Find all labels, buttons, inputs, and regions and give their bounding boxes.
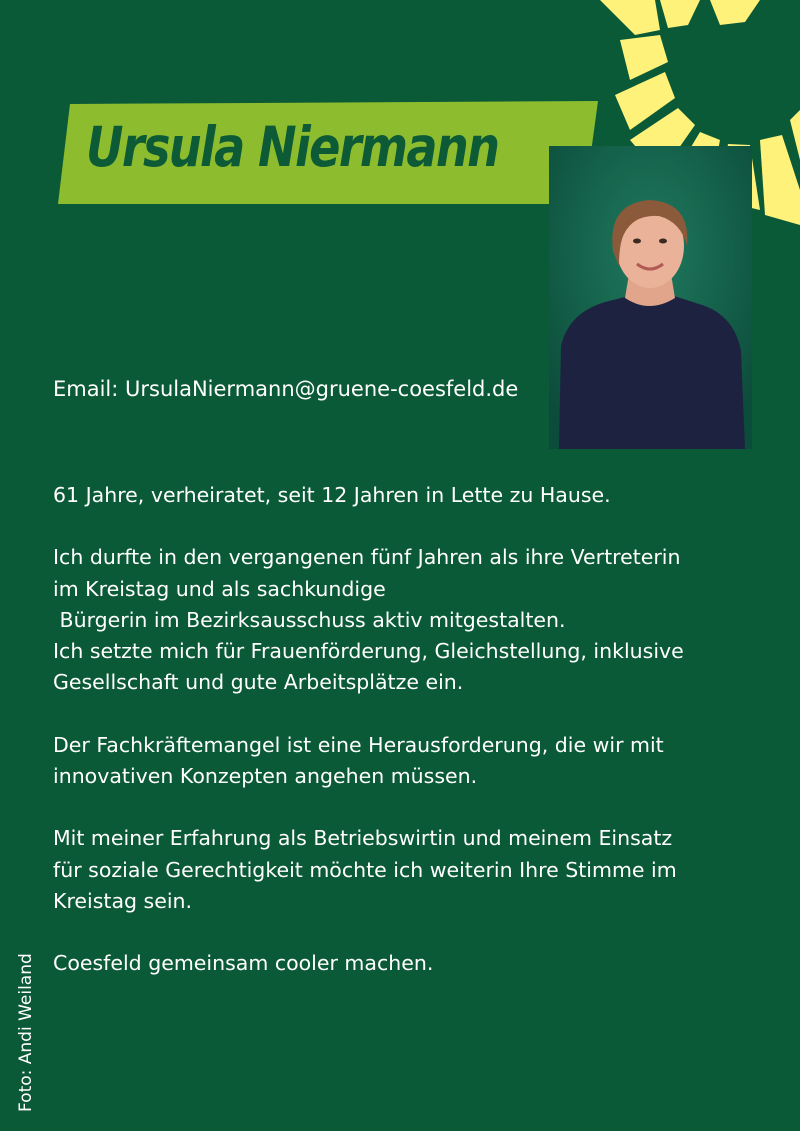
paragraph-line: Ich setzte mich für Frauenförderung, Gleichstellung, inklusive bbox=[53, 639, 684, 664]
paragraph-line: Ich durfte in den vergangenen fünf Jahren als ihre Vertreterin bbox=[53, 545, 681, 570]
paragraph-line: Coesfeld gemeinsam cooler machen. bbox=[53, 951, 434, 976]
paragraph-line: Mit meiner Erfahrung als Betriebswirtin und meinem Einsatz bbox=[53, 826, 673, 851]
portrait-photo bbox=[549, 146, 752, 449]
paragraph-line: innovativen Konzepten angehen müssen. bbox=[53, 764, 478, 789]
paragraph-line: Gesellschaft und gute Arbeitsplätze ein. bbox=[53, 670, 464, 695]
paragraph-line: für soziale Gerechtigkeit möchte ich weiterin Ihre Stimme im bbox=[53, 857, 677, 882]
email-address: Email: UrsulaNiermann@gruene-coesfeld.de bbox=[53, 377, 519, 401]
body-text bbox=[53, 480, 743, 980]
paragraph-line: Bürgerin im Bezirksausschuss aktiv mitgestalten. bbox=[53, 607, 566, 632]
paragraph-line: 61 Jahre, verheiratet, seit 12 Jahren in Lette zu Hause. bbox=[53, 483, 611, 507]
name-banner bbox=[58, 101, 598, 204]
candidate-name: Ursula Niermann bbox=[86, 115, 499, 179]
photo-credit: Foto: Andi Weiland bbox=[16, 953, 36, 1112]
paragraph-line: Der Fachkräftemangel ist eine Herausforderung, die wir mit bbox=[53, 732, 664, 757]
paragraph-line: im Kreistag und als sachkundige bbox=[53, 576, 386, 601]
paragraph-line: Kreistag sein. bbox=[53, 888, 193, 913]
